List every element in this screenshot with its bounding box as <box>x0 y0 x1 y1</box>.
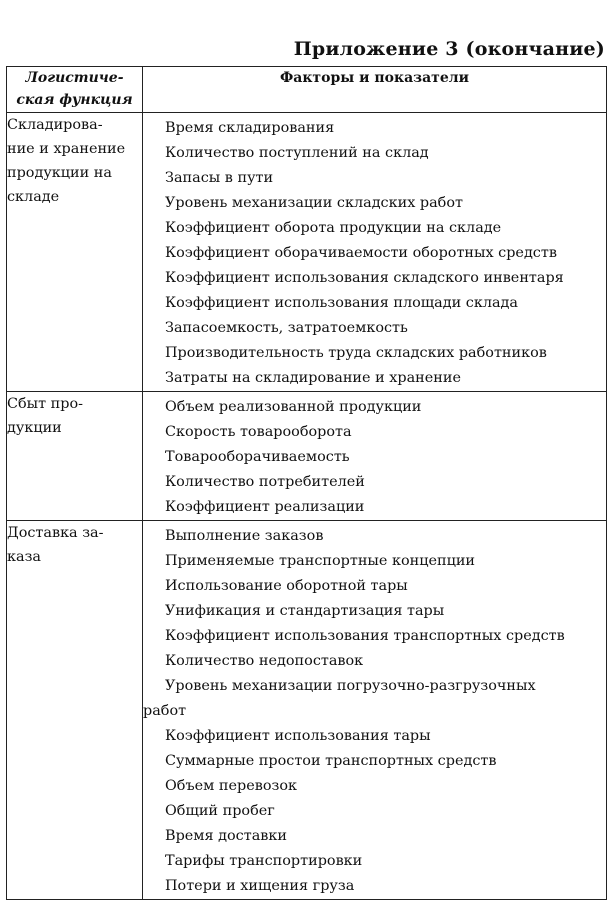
table-row <box>7 113 607 392</box>
list-item: Коэффициент реализации <box>165 499 365 515</box>
function-cell <box>7 521 143 900</box>
function-label: Складирова- ние и хранение продукции на складе <box>7 117 126 205</box>
list-item: Унификация и стандартизация тары <box>165 603 445 619</box>
list-item: Коэффициент оборота продукции на складе <box>165 220 502 236</box>
list-item: Уровень механизации складских работ <box>165 195 463 211</box>
function-cell <box>7 113 143 392</box>
list-item: Коэффициент использования площади склада <box>165 295 518 311</box>
indicators-cell <box>143 392 607 521</box>
page-title: Приложение 3 (окончание) <box>293 38 605 60</box>
list-item: Коэффициент оборачиваемости оборотных средств <box>165 245 557 261</box>
list-item: Количество поступлений на склад <box>165 145 429 161</box>
indicator-list <box>143 113 606 391</box>
function-label: Доставка за- каза <box>7 525 104 565</box>
list-item: Использование оборотной тары <box>165 578 408 594</box>
table-row <box>7 392 607 521</box>
indicators-cell <box>143 113 607 392</box>
list-item: Запасоемкость, затратоемкость <box>165 320 408 336</box>
table-row <box>7 521 607 900</box>
list-item-text: Уровень механизации погрузочно-разгрузочных работ <box>143 678 536 719</box>
list-item: Запасы в пути <box>165 170 274 186</box>
indicator-list <box>143 521 606 899</box>
function-label: Сбыт про- дукции <box>7 396 83 436</box>
header-indicators: Факторы и показатели <box>143 67 607 113</box>
list-item: Время доставки <box>165 828 287 844</box>
header-function-label: Логистиче- ская функция <box>16 70 133 108</box>
list-item: Время складирования <box>165 120 335 136</box>
list-item: Коэффициент использования складского инвентаря <box>165 270 564 286</box>
list-item: Суммарные простои транспортных средств <box>165 753 497 769</box>
list-item: Коэффициент использования тары <box>165 728 431 744</box>
list-item: Коэффициент использования транспортных средств <box>165 628 565 644</box>
list-item: Общий пробег <box>165 803 275 819</box>
table-header-row <box>7 67 607 113</box>
list-item: Объем реализованной продукции <box>165 399 422 415</box>
indicators-table <box>6 66 607 900</box>
list-item: Количество недопоставок <box>165 653 364 669</box>
list-item: Тарифы транспортировки <box>165 853 363 869</box>
indicators-cell <box>143 521 607 900</box>
list-item: Выполнение заказов <box>165 528 324 544</box>
indicator-list <box>143 392 606 520</box>
list-item: Скорость товарооборота <box>165 424 352 440</box>
list-item: Товарооборачиваемость <box>165 449 350 465</box>
list-item: Производительность труда складских работников <box>165 345 547 361</box>
list-item <box>143 674 553 724</box>
list-item: Потери и хищения груза <box>165 878 355 894</box>
list-item: Объем перевозок <box>165 778 298 794</box>
list-item: Применяемые транспортные концепции <box>165 553 476 569</box>
list-item: Затраты на складирование и хранение <box>165 370 461 386</box>
function-cell <box>7 392 143 521</box>
list-item: Количество потребителей <box>165 474 365 490</box>
header-function <box>7 67 143 113</box>
